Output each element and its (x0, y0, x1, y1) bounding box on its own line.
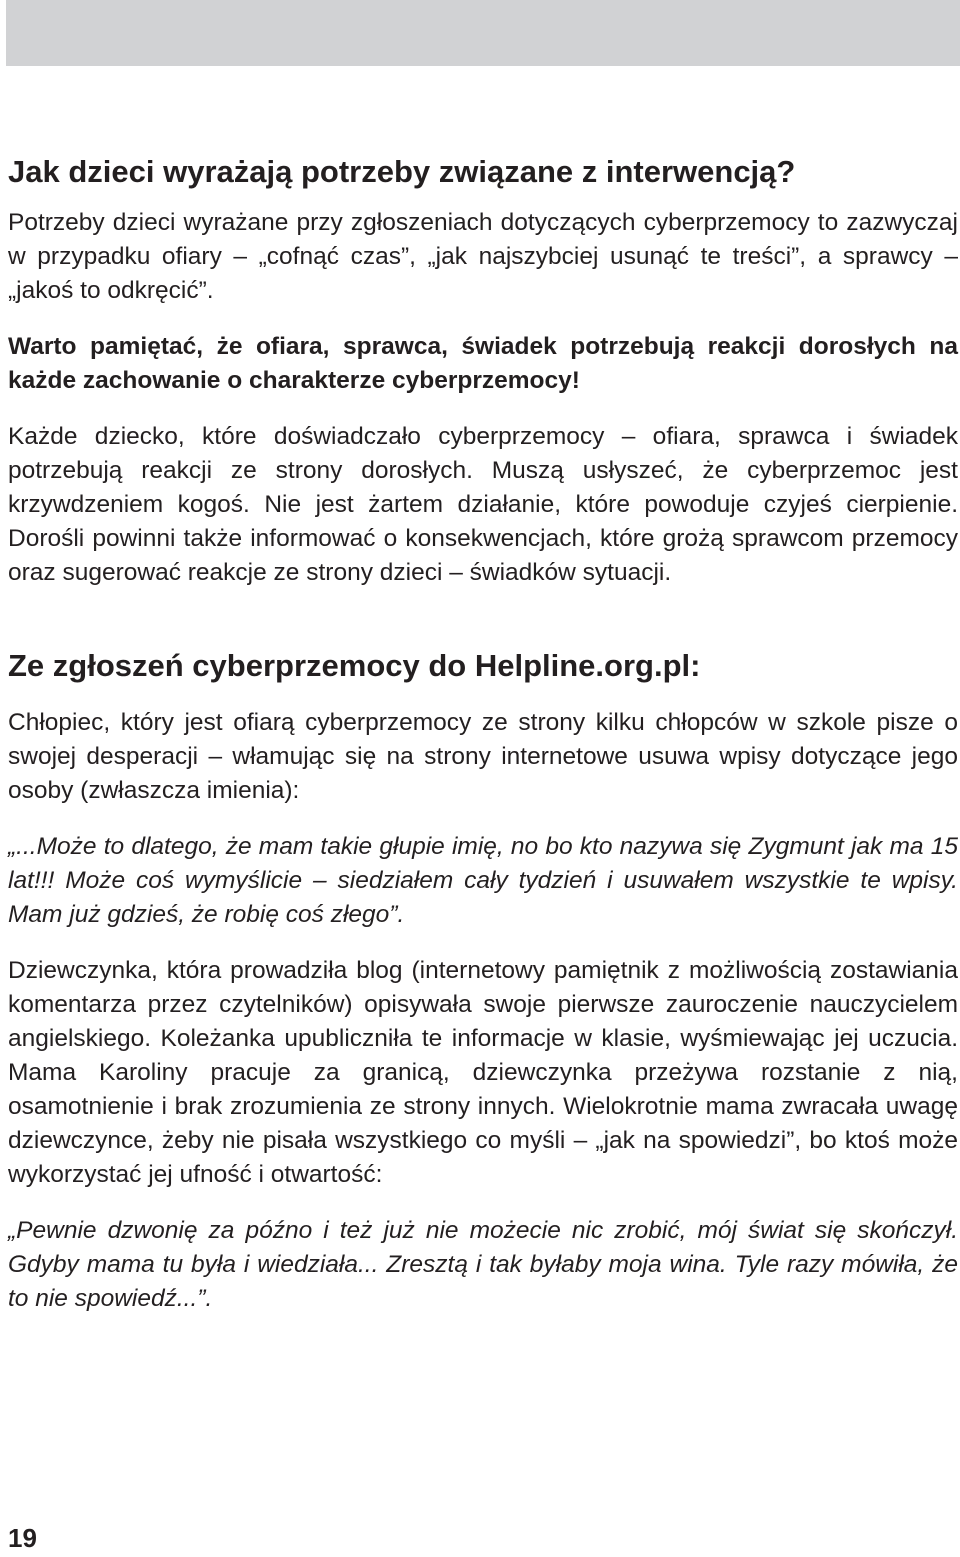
paragraph-remember-bold: Warto pamiętać, że ofiara, sprawca, świadek potrzebują reakcji dorosłych na każde zachowanie o charakterze cyberprzemocy! (8, 333, 958, 394)
header-band (6, 0, 960, 66)
page-number: 19 (8, 1523, 37, 1553)
paragraph-needs: Potrzeby dzieci wyrażane przy zgłoszeniach dotyczących cyberprzemocy to zazwyczaj w przypadku ofiary – „cofnąć czas”, „jak najszybciej usunąć te treści”, a sprawcy – „jakoś to odkręcić”. (8, 209, 958, 304)
section-heading-intervention: Jak dzieci wyrażają potrzeby związane z interwencją? (8, 154, 796, 189)
page-content (8, 152, 958, 1316)
paragraph-every-child: Każde dziecko, które doświadczało cyberprzemocy – ofiara, sprawca i świadek potrzebują reakcji ze strony dorosłych. Muszą usłyszeć, że cyberprzemoc jest krzywdzeniem kogoś. Nie jest żartem działanie, które powoduje czyjeś cierpienie. Dorośli powinni także informować o konsekwencjach, które grożą sprawcom przemocy oraz sugerować reakcje ze strony dzieci – świadków sytuacji. (8, 423, 958, 586)
paragraph-girl-case: Dziewczynka, która prowadziła blog (internetowy pamiętnik z możliwością zostawiania komentarza przez czytelników) opisywała swoje pierwsze zauroczenie nauczycielem angielskiego. Koleżanka upubliczniła te informacje w klasie, wyśmiewając jej uczucia. Mama Karoliny pracuje za granicą, dziewczynka przeżywa rozstanie z nią, osamotnienie i brak zrozumienia ze strony innych. Wielokrotnie mama zwracała uwagę dziewczynce, żeby nie pisała wszystkiego co myśli – „jak na spowiedzi”, bo ktoś może wykorzystać jej ufność i otwartość: (8, 957, 958, 1188)
quote-boy: „...Może to dlatego, że mam takie głupie imię, no bo kto nazywa się Zygmunt jak ma 15 lat!!! Może coś wymyślicie – siedziałem cały tydzień i usuwałem wszystkie te wpisy. Mam już gdzieś, że robię coś złego”. (8, 833, 958, 928)
section-heading-helpline: Ze zgłoszeń cyberprzemocy do Helpline.org.pl: (8, 648, 701, 683)
quote-girl: „Pewnie dzwonię za późno i też już nie możecie nic zrobić, mój świat się skończył. Gdyby mama tu była i wiedziała... Zresztą i tak byłaby moja wina. Tyle razy mówiła, że to nie spowiedź...”. (8, 1217, 958, 1312)
paragraph-boy-case: Chłopiec, który jest ofiarą cyberprzemocy ze strony kilku chłopców w szkole pisze o swojej desperacji – włamując się na strony internetowe usuwa wpisy dotyczące jego osoby (zwłaszcza imienia): (8, 709, 958, 804)
